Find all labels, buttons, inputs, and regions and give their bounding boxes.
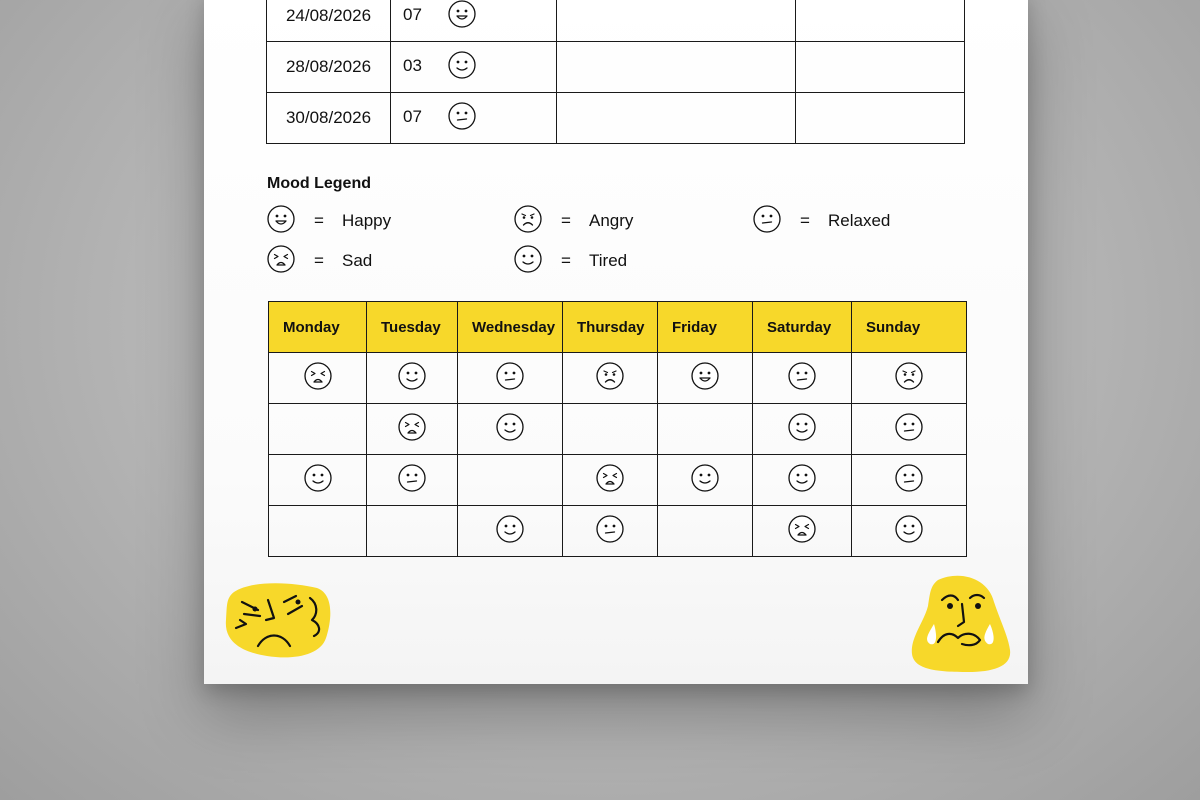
- legend-equals: =: [561, 251, 571, 270]
- tired-face-icon: [513, 244, 543, 279]
- mood-cell: [852, 506, 967, 557]
- table-row: [267, 42, 965, 93]
- log-note-cell: [557, 93, 796, 144]
- day-header-saturday: Saturday: [753, 302, 852, 353]
- log-number: 07: [403, 107, 422, 127]
- day-header-thursday: Thursday: [563, 302, 658, 353]
- tired-face-icon: [894, 514, 924, 549]
- mood-cell: [753, 404, 852, 455]
- tired-face-icon: [397, 361, 427, 396]
- mood-cell: [563, 506, 658, 557]
- legend-title: Mood Legend: [267, 175, 371, 192]
- log-date: 30/08/2026: [267, 93, 391, 144]
- mood-cell: [269, 353, 367, 404]
- mood-cell: [458, 404, 563, 455]
- sad-face-icon: [595, 463, 625, 498]
- sad-face-icon: [303, 361, 333, 396]
- sad-face-icon: [397, 412, 427, 447]
- legend-label: Relaxed: [828, 211, 891, 230]
- legend-equals: =: [561, 211, 571, 230]
- legend-item-relaxed: [752, 206, 890, 236]
- day-header-friday: Friday: [658, 302, 753, 353]
- legend-label: Tired: [589, 251, 628, 270]
- legend-label: Happy: [342, 211, 392, 230]
- mood-cell: [458, 353, 563, 404]
- mood-cell: [658, 455, 753, 506]
- relaxed-face-icon: [752, 204, 782, 239]
- angry-face-icon: [595, 361, 625, 396]
- mood-cell: [753, 455, 852, 506]
- log-note-cell: [557, 42, 796, 93]
- relaxed-face-icon: [447, 101, 477, 136]
- table-row: [269, 404, 967, 455]
- tired-face-icon: [495, 412, 525, 447]
- mood-cell: [458, 506, 563, 557]
- mood-cell: [367, 404, 458, 455]
- mood-cell: [269, 404, 367, 455]
- mood-cell: [658, 506, 753, 557]
- mood-cell: [658, 353, 753, 404]
- angry-face-icon: [894, 361, 924, 396]
- mood-cell: [367, 455, 458, 506]
- legend-equals: =: [314, 211, 324, 230]
- angry-face-icon: [513, 204, 543, 239]
- mood-cell: [458, 455, 563, 506]
- day-header-tuesday: Tuesday: [367, 302, 458, 353]
- relaxed-face-icon: [787, 361, 817, 396]
- day-header-wednesday: Wednesday: [458, 302, 563, 353]
- weekday-header-row: [269, 302, 967, 353]
- mood-cell: [269, 506, 367, 557]
- log-note-cell: [557, 0, 796, 42]
- legend-item-angry: [513, 206, 633, 236]
- happy-face-icon: [447, 0, 477, 34]
- log-date: 28/08/2026: [267, 42, 391, 93]
- log-extra-cell: [796, 0, 965, 42]
- legend-equals: =: [800, 211, 810, 230]
- happy-face-icon: [266, 204, 296, 239]
- mood-cell: [269, 455, 367, 506]
- mood-cell: [753, 506, 852, 557]
- relaxed-face-icon: [397, 463, 427, 498]
- mood-cell: [753, 353, 852, 404]
- tired-face-icon: [303, 463, 333, 498]
- relaxed-face-icon: [894, 463, 924, 498]
- log-number: 07: [403, 5, 422, 25]
- log-extra-cell: [796, 42, 965, 93]
- tired-face-icon: [447, 50, 477, 85]
- log-date: 24/08/2026: [267, 0, 391, 42]
- mood-cell: [563, 404, 658, 455]
- table-row: [269, 506, 967, 557]
- legend-item-happy: [266, 206, 391, 236]
- table-row: [269, 353, 967, 404]
- crying-yellow-blob-icon: [908, 574, 1014, 674]
- mood-cell: [563, 455, 658, 506]
- mood-log-table: [266, 0, 965, 144]
- log-number: 03: [403, 56, 422, 76]
- table-row: [269, 455, 967, 506]
- mood-cell: [658, 404, 753, 455]
- legend-label: Angry: [589, 211, 634, 230]
- mood-cell: [367, 506, 458, 557]
- log-extra-cell: [796, 93, 965, 144]
- sad-face-icon: [787, 514, 817, 549]
- table-row: [267, 93, 965, 144]
- table-row: [267, 0, 965, 42]
- legend-item-tired: [513, 246, 627, 276]
- day-header-sunday: Sunday: [852, 302, 967, 353]
- weekly-mood-table: [268, 301, 967, 557]
- mood-cell: [852, 455, 967, 506]
- tired-face-icon: [690, 463, 720, 498]
- relaxed-face-icon: [495, 361, 525, 396]
- relaxed-face-icon: [894, 412, 924, 447]
- tired-face-icon: [787, 463, 817, 498]
- tired-face-icon: [787, 412, 817, 447]
- day-header-monday: Monday: [269, 302, 367, 353]
- mood-cell: [852, 353, 967, 404]
- sad-face-icon: [266, 244, 296, 279]
- legend-label: Sad: [342, 251, 373, 270]
- relaxed-face-icon: [595, 514, 625, 549]
- tired-face-icon: [495, 514, 525, 549]
- legend-equals: =: [314, 251, 324, 270]
- angry-yellow-blob-icon: [222, 580, 332, 660]
- happy-face-icon: [690, 361, 720, 396]
- mood-cell: [852, 404, 967, 455]
- mood-cell: [563, 353, 658, 404]
- legend-item-sad: [266, 246, 372, 276]
- mood-cell: [367, 353, 458, 404]
